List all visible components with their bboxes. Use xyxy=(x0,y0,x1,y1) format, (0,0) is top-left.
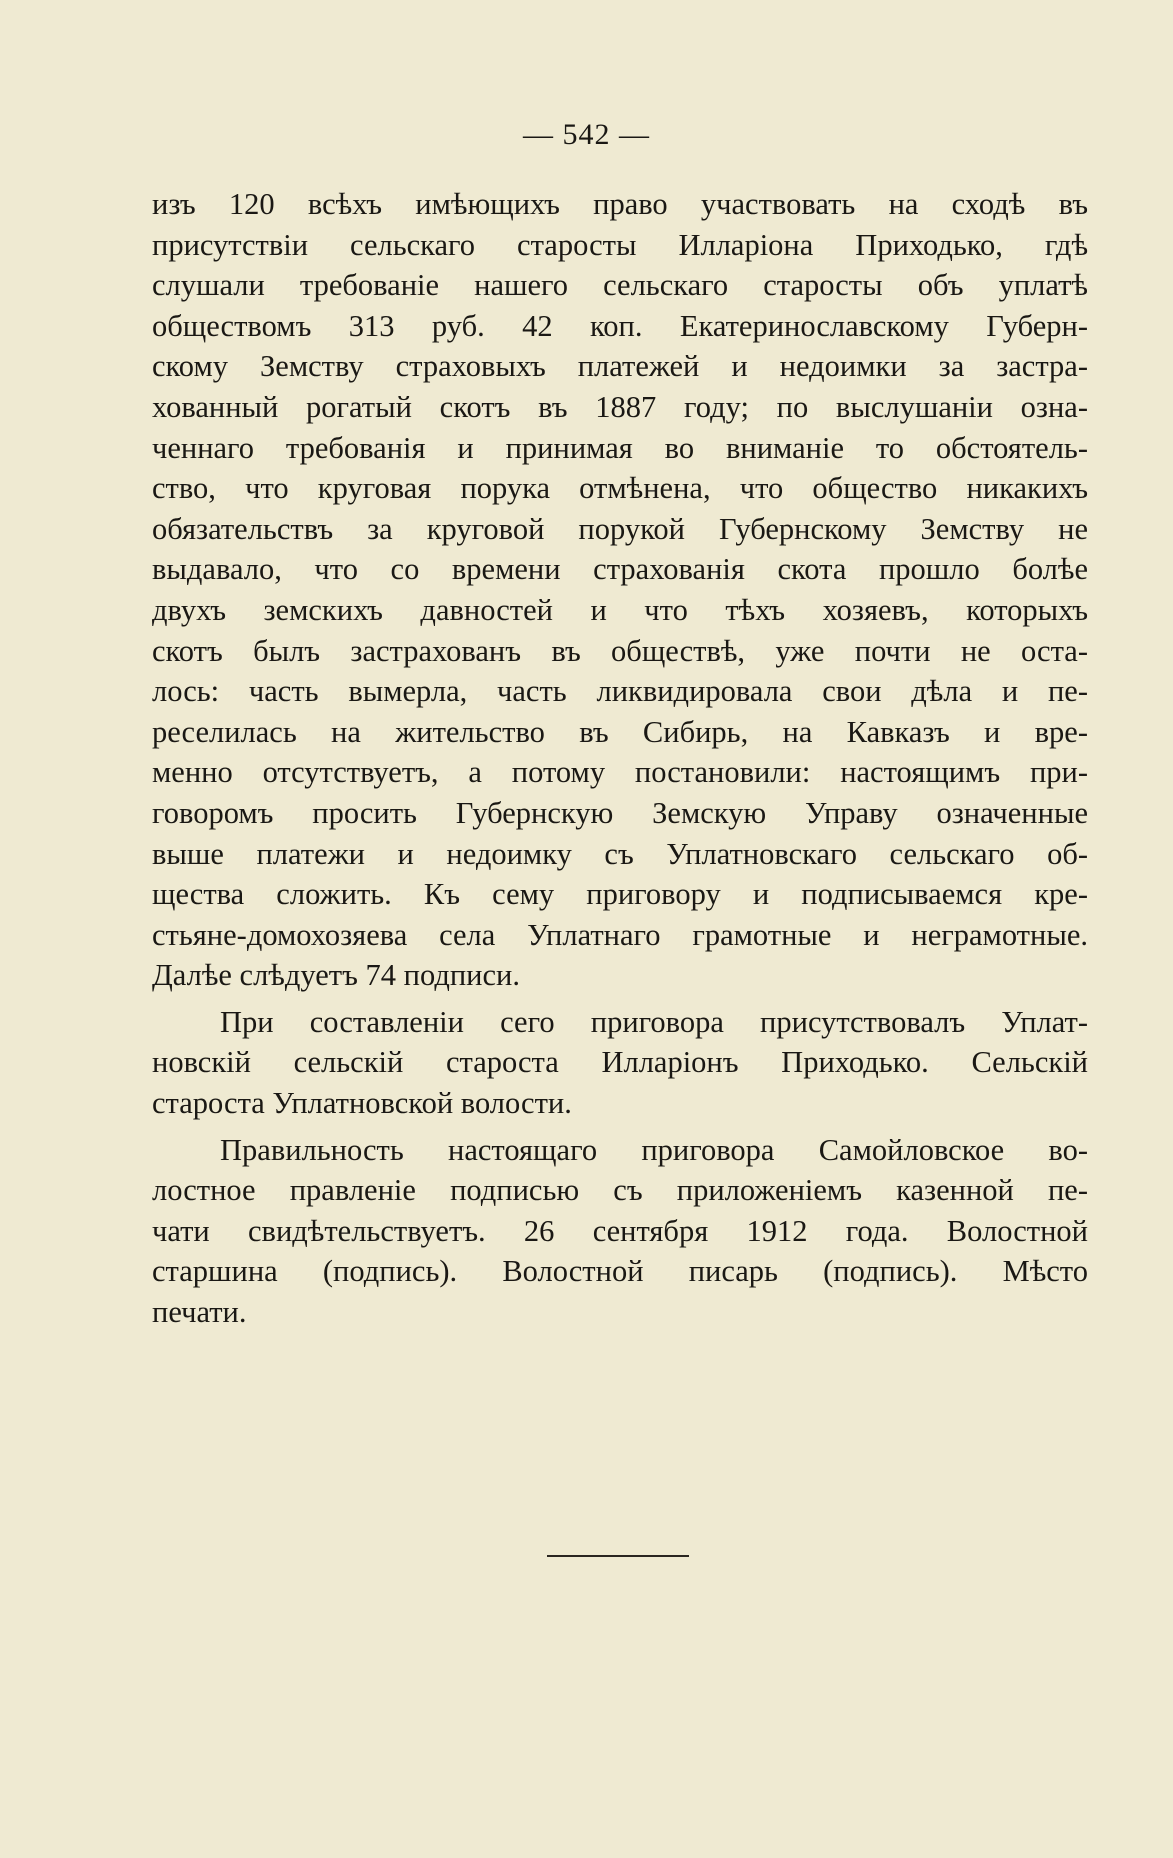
text-line: присутствіи сельскаго старосты Илларіона Приходько, гдѣ xyxy=(152,227,1088,262)
text-line: двухъ земскихъ давностей и что тѣхъ хозяевъ, которыхъ xyxy=(152,592,1088,627)
text-line: обязательствъ за круговой порукой Губернскому Земству не xyxy=(152,511,1088,546)
text-line: печати. xyxy=(152,1295,247,1330)
paragraph-2 xyxy=(152,1002,1088,1124)
text-line: староста Уплатновской волости. xyxy=(152,1086,572,1121)
text-line: слушали требованіе нашего сельскаго старосты объ уплатѣ xyxy=(152,268,1088,303)
text-line: новскій сельскій староста Илларіонъ Приходько. Сельскій xyxy=(152,1045,1088,1080)
text-line: выше платежи и недоимку съ Уплатновскаго сельскаго об- xyxy=(152,836,1088,871)
text-line: ченнаго требованія и принимая во вниманіе то обстоятель- xyxy=(152,430,1088,465)
page-number: — 542 — xyxy=(523,118,650,151)
text-line: изъ 120 всѣхъ имѣющихъ право участвовать на сходѣ въ xyxy=(152,187,1088,221)
text-line: лостное правленіе подписью съ приложеніемъ казенной пе- xyxy=(152,1173,1088,1208)
text-line: стьяне-домохозяева села Уплатнаго грамотные и неграмотные. xyxy=(152,917,1088,952)
text-line: старшина (подпись). Волостной писарь (подпись). Мѣсто xyxy=(152,1254,1088,1289)
text-line: хованный рогатый скотъ въ 1887 году; по выслушаніи озна- xyxy=(152,389,1088,424)
section-divider xyxy=(547,1555,689,1557)
text-line: чати свидѣтельствуетъ. 26 сентября 1912 года. Волостной xyxy=(152,1213,1088,1248)
text-line: ство, что круговая порука отмѣнена, что общество никакихъ xyxy=(152,471,1088,506)
paragraph-1 xyxy=(152,184,1088,996)
paragraph-3 xyxy=(152,1130,1088,1333)
text-line: щества сложить. Къ сему приговору и подписываемся кре- xyxy=(152,877,1088,912)
text-line: Правильность настоящаго приговора Самойловское во- xyxy=(220,1132,1088,1167)
text-line: говоромъ просить Губернскую Земскую Управу означенные xyxy=(152,795,1088,830)
text-line: лось: часть вымерла, часть ликвидировала свои дѣла и пе- xyxy=(152,674,1088,709)
text-line: обществомъ 313 руб. 42 коп. Екатеринославскому Губерн- xyxy=(152,308,1088,343)
text-line: менно отсутствуетъ, а потому постановили: настоящимъ при- xyxy=(152,755,1088,790)
text-line: скому Земству страховыхъ платежей и недоимки за застра- xyxy=(152,349,1088,384)
text-line: выдавало, что со времени страхованія скота прошло болѣе xyxy=(152,552,1088,587)
text-line: реселилась на жительство въ Сибирь, на Кавказъ и вре- xyxy=(152,714,1088,749)
body-text xyxy=(152,184,1088,1333)
text-line: скотъ былъ застрахованъ въ обществѣ, уже почти не оста- xyxy=(152,633,1088,668)
text-line: При составленіи сего приговора присутствовалъ Уплат- xyxy=(220,1004,1088,1039)
text-line: Далѣе слѣдуетъ 74 подписи. xyxy=(152,958,520,993)
